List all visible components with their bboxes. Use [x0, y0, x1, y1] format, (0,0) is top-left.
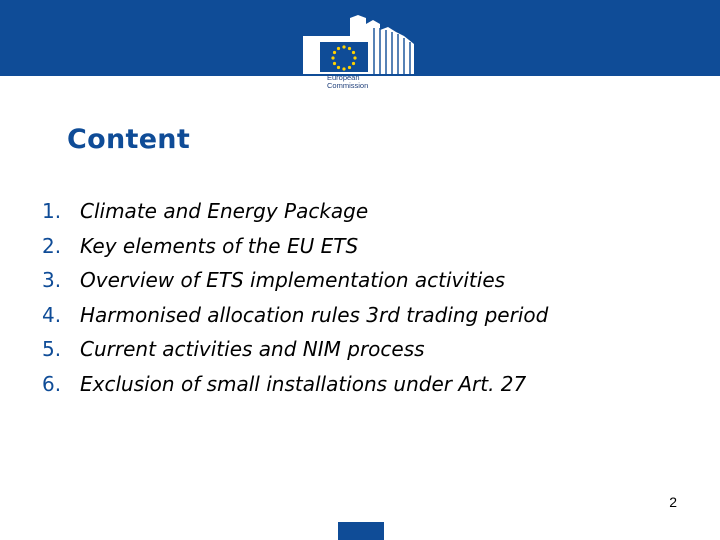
list-item-text: Current activities and NIM process [80, 337, 425, 361]
list-item [42, 199, 548, 234]
list-item-text: Climate and Energy Package [80, 199, 369, 223]
list-item [42, 337, 548, 372]
list-item-number: 2. [42, 233, 62, 258]
list-item-number: 5. [42, 337, 62, 361]
list-item [42, 303, 548, 338]
logo-line-1: European [327, 73, 360, 82]
footer-bar [338, 522, 384, 540]
list-item [42, 268, 548, 303]
list-item-text: Key elements of the EU ETS [80, 233, 359, 258]
list-item-number: 3. [42, 268, 62, 292]
logo-line-2: Commission [327, 81, 369, 90]
page-number: 2 [669, 494, 677, 510]
list-item-number: 6. [42, 371, 62, 396]
list-item-text: Exclusion of small installations under Art. 27 [80, 371, 527, 396]
slide-title: Content [67, 124, 191, 155]
list-item-text: Overview of ETS implementation activities [80, 268, 506, 292]
content-list [42, 199, 548, 406]
logo-caption [327, 74, 368, 90]
list-item [42, 234, 548, 269]
list-item-number: 1. [42, 199, 62, 223]
list-item-text: Harmonised allocation rules 3rd trading period [80, 302, 549, 327]
list-item [42, 372, 548, 407]
list-item-number: 4. [42, 302, 62, 327]
